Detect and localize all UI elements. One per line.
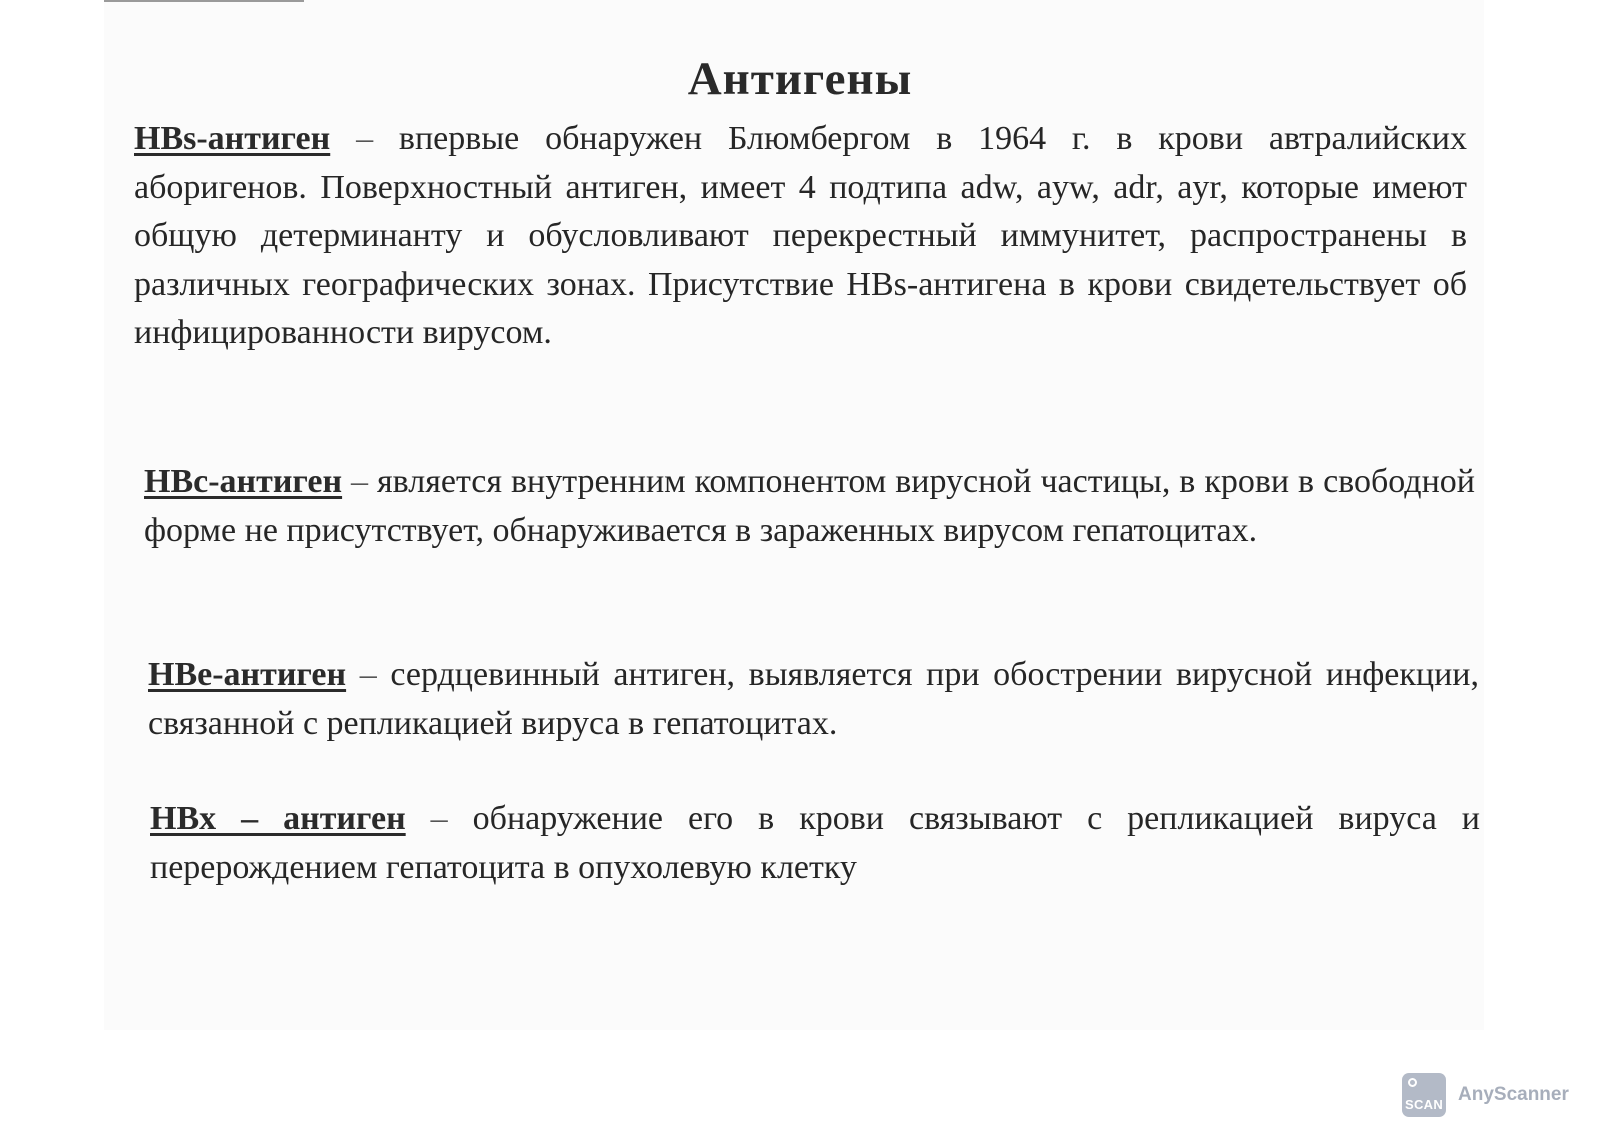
scan-badge-label: SCAN bbox=[1404, 1097, 1444, 1112]
watermark-app-name: AnyScanner bbox=[1458, 1084, 1569, 1105]
paragraph-hbe-antigen bbox=[148, 651, 1479, 748]
paragraph-hbc-antigen bbox=[144, 458, 1475, 555]
paragraph-text: является внутренним компонентом вирусной частицы, в крови в свободной форме не присутствует, обнаруживается в зараженных вирусом гепатоцитах. bbox=[144, 463, 1475, 549]
term-hbs-antigen: HBs-антиген bbox=[134, 120, 331, 157]
scanner-camera-icon bbox=[1402, 1073, 1446, 1117]
term-hbe-antigen: HBe-антиген bbox=[148, 656, 347, 693]
paragraph-hbs-antigen bbox=[134, 115, 1467, 358]
term-dash: – bbox=[330, 120, 399, 157]
paragraph-text: обнаружение его в крови связывают с репликацией вируса и перерождением гепатоцита в опухолевую клетку bbox=[150, 800, 1480, 886]
term-dash: – bbox=[346, 656, 391, 693]
paragraph-hbx-antigen bbox=[150, 795, 1480, 892]
term-dash: – bbox=[342, 463, 378, 500]
page-title: Антигены bbox=[687, 53, 913, 105]
camera-lens-icon bbox=[1408, 1078, 1417, 1087]
page-edge-mark bbox=[104, 0, 304, 2]
term-hbc-antigen: HBc-антиген bbox=[144, 463, 343, 500]
paragraph-text: сердцевинный антиген, выявляется при обострении вирусной инфекции, связанной с репликацией вируса в гепатоцитах. bbox=[148, 656, 1479, 742]
anyscanner-watermark bbox=[1402, 1073, 1569, 1117]
term-hbx-antigen: HBx – антиген bbox=[150, 800, 406, 837]
term-dash: – bbox=[405, 800, 473, 837]
paragraph-text: впервые обнаружен Блюмбергом в 1964 г. в крови автралийских аборигенов. Поверхностный антиген, имеет 4 подтипа adw, ayw, adr, ayr, которые имеют общую детерминанту и обусловливают перекрестный иммунитет, распространены в различных географических зонах. Присутствие HBs-антигена в крови свидетельствует об инфицированности вирусом. bbox=[134, 120, 1468, 351]
